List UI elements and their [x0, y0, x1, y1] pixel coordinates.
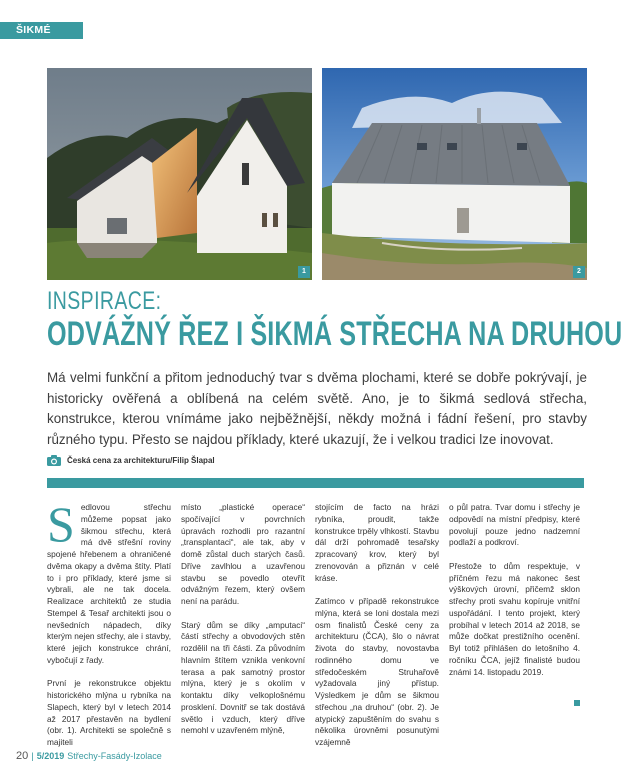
- page-number: 20: [16, 750, 29, 762]
- body-column-3: [315, 502, 439, 761]
- body-paragraph: Přestože to dům respektuje, v příčném řezu má nakonec šest výškových úrovní, přičemž sklon střechy proti svahu kopíruje vnitřní uspořádání. I tento projekt, který probíhal v letech 2014 až 2018, se může dočkat prestižního ocenění. Byl totiž přihlášen do letošního 4. ročníku ČCA, jejíž finalisté budou známi 14. listopadu 2019.: [449, 560, 580, 677]
- body-column-2: [181, 502, 305, 749]
- camera-icon: [47, 455, 61, 466]
- body-paragraph: [47, 496, 171, 667]
- photo-credit-text: Česká cena za architekturu/Filip Šlapal: [67, 456, 215, 465]
- divider-bar: [47, 478, 584, 488]
- body-paragraph: Starý dům se díky „amputaci“ částí střechy a obvodových stěn rozdělil na tři části. Za původním hlavním štítem vznikla venkovní terasa a pak samotný prostor mlýna, který je s okolím v kontaktu díky velkoplošnému prosklení. Dovnitř se tak dostává světlo i vzduch, který dříve nemohl v uzavřeném mlýně,: [181, 619, 305, 736]
- body-paragraph: stojícím de facto na hrázi rybníka, proudit, takže konstrukce trpěly vlhkostí. Stavbu dál drží pohromadě tesařsky zpracovaný krov, který byl zrenovován a přiznán v celé kráse.: [315, 502, 439, 583]
- article-headline: ODVÁŽNÝ ŘEZ I ŠIKMÁ STŘECHA NA DRUHOU: [47, 315, 623, 353]
- article-kicker: INSPIRACE:: [47, 287, 162, 315]
- body-column-1: [47, 496, 171, 761]
- body-text: edlovou střechu můžeme popsat jako šikmou střechu, která má dvě střešní roviny spojené hřebenem a ohraničené dvěma okapy a dvěma štíty. Platí to i pro příklady, které jsme si vybrali, ale ne tak docela. Realizace architektů ze studia Stempel & Tesař architekti jsou o nevšedních nápadech, díky kterým nejen střechy, ale i stavby, které jejich konstrukce chrání, vybočují z řady.: [47, 502, 171, 665]
- body-paragraph: První je rekonstrukce objektu historického mlýna u rybníka na Slapech, který byl v letech 2014 až 2017 přestavěn na bydlení (obr. 1). Architekti se společně s majiteli: [47, 678, 171, 747]
- drop-cap: S: [47, 496, 75, 552]
- section-tag: ŠIKMÉ STŘECHY: [0, 22, 83, 39]
- body-paragraph: Zatímco v případě rekonstrukce mlýna, která se loni dostala mezi osm finalistů České ceny za architekturu (ČCA), šlo o návrat života do stavby, novostavba rodinného domu ve středočeském Struhařově vyžadovala jiný přístup. Výsledkem je dům se šikmou střechou „na druhou“ (obr. 2). Je atypický zapuštěním do svahu s několika úrovněmi posunutými vzájemně: [315, 596, 439, 747]
- page-footer: [16, 750, 162, 762]
- photo-1: [47, 68, 312, 280]
- photo-number: 1: [298, 266, 310, 278]
- photo-number: 2: [573, 266, 585, 278]
- photo-2: [322, 68, 587, 280]
- magazine-name: Střechy-Fasády-Izolace: [67, 751, 162, 761]
- footer-separator: |: [31, 751, 34, 762]
- issue-number: 5/2019: [36, 751, 65, 761]
- article-lead: Má velmi funkční a přitom jednoduchý tvar s dvěma plochami, které se dobře pokrývají, je historicky ověřená a oblíbená na celém světě. Ano, je to šikmá sedlová střecha, konstrukce, kterou vnímáme jako nejběžnější, někdy možná i fádní řešení, pro stavby různého typu. Přesto se najdou příklady, které ukazují, že i velkou tradici lze inovovat.: [47, 370, 587, 447]
- white-house-metal-roof-icon: [322, 68, 587, 280]
- photo-credit: [47, 455, 215, 466]
- body-column-4: [449, 502, 580, 706]
- body-paragraph: místo „plastické operace“ spočívající v povrchních úpravách rozhodli pro razantní „transplantaci“, ale tak, aby v domě zůstal duch starých časů. Dříve zavlhlou a uzavřenou stavbu se povedlo otevřít odvážným řezem, který ovšem není na parádu.: [181, 502, 305, 606]
- end-of-article-mark: [574, 700, 580, 706]
- house-with-glass-cut-icon: [47, 68, 312, 280]
- body-paragraph: o půl patra. Tvar domu i střechy je odpovědí na místní předpisy, které povolují pouze jedno nadzemní podlaží a podkroví.: [449, 502, 580, 548]
